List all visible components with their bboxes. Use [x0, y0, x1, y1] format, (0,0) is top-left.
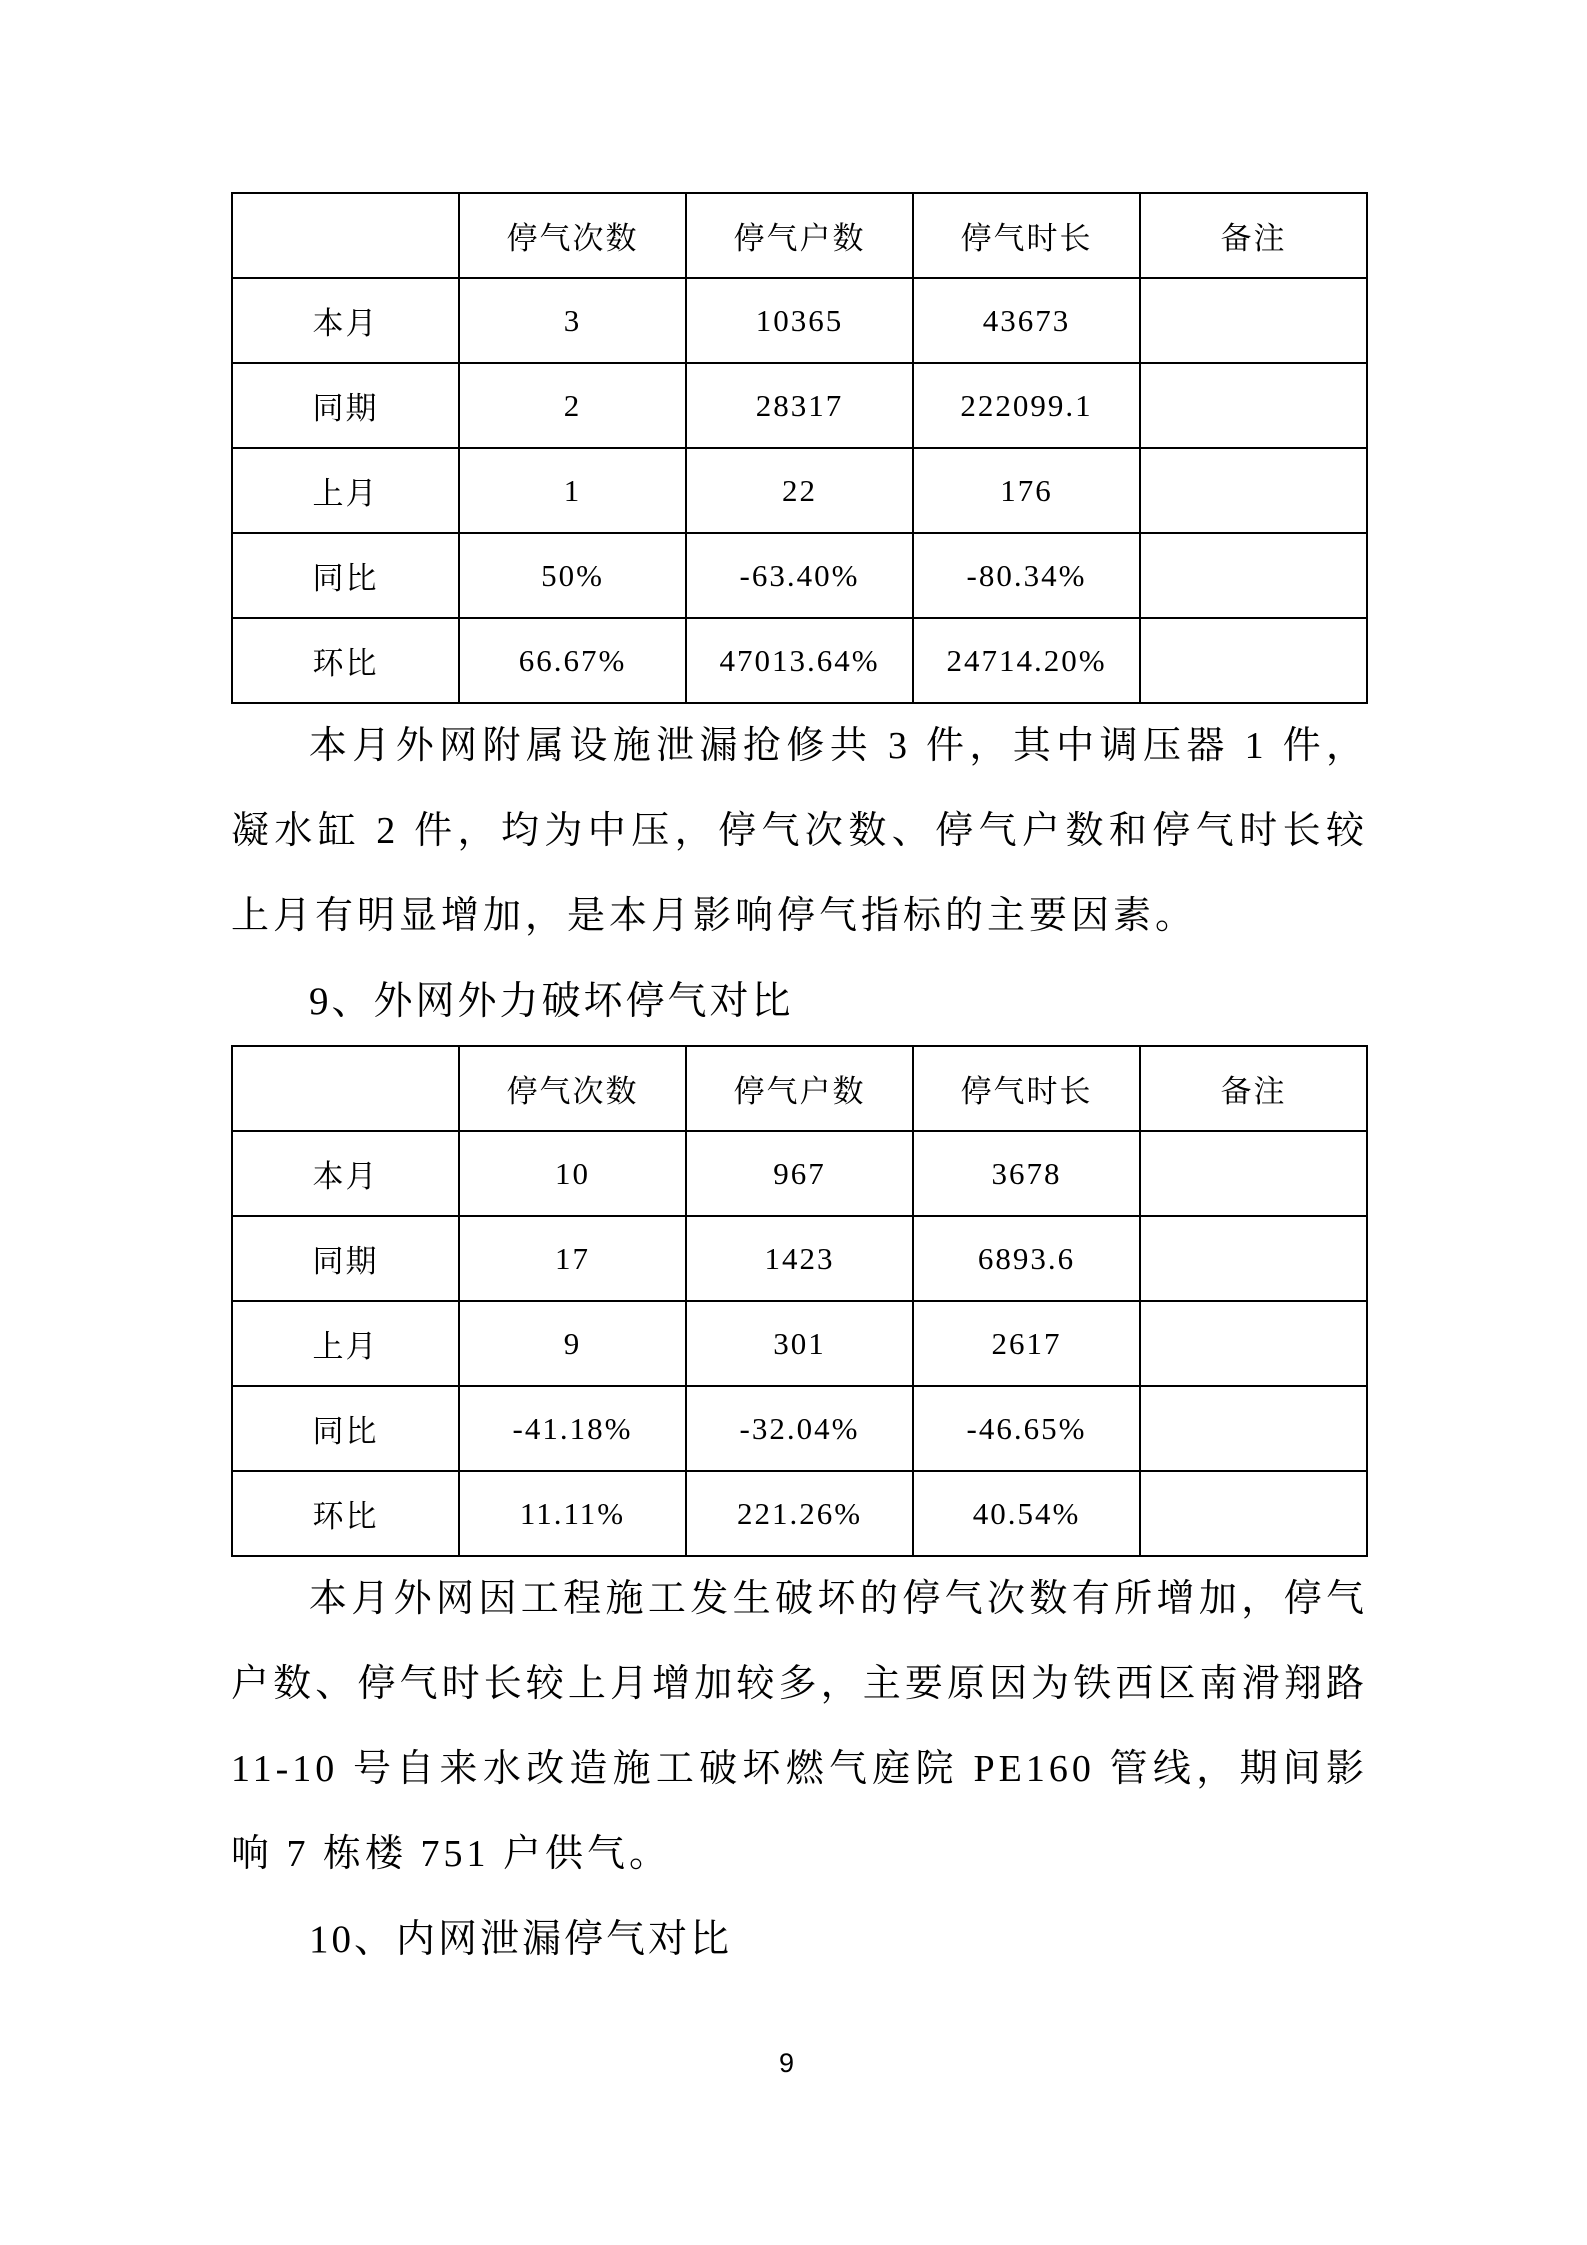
table-row-mom — [232, 618, 1367, 703]
table-cell: 967 — [686, 1131, 913, 1216]
table-row-yoy — [232, 533, 1367, 618]
table-row-yoy — [232, 1386, 1367, 1471]
row-label: 同期 — [232, 363, 459, 448]
row-label: 环比 — [232, 618, 459, 703]
table-cell: 10365 — [686, 278, 913, 363]
table-cell: 50% — [459, 533, 686, 618]
table-cell: 9 — [459, 1301, 686, 1386]
table-row-mom — [232, 1471, 1367, 1556]
table-cell: 22 — [686, 448, 913, 533]
section-heading-9: 9、外网外力破坏停气对比 — [309, 980, 794, 1023]
table-cell — [1140, 1301, 1367, 1386]
table-cell: 17 — [459, 1216, 686, 1301]
table-cell: 6893.6 — [913, 1216, 1140, 1301]
table-row-current-month — [232, 1131, 1367, 1216]
table-cell: 3678 — [913, 1131, 1140, 1216]
table-cell: -41.18% — [459, 1386, 686, 1471]
external-damage-outage-table — [231, 1045, 1368, 1557]
column-header-remarks: 备注 — [1140, 193, 1367, 278]
table-cell — [1140, 278, 1367, 363]
table-cell: -80.34% — [913, 533, 1140, 618]
row-label: 同比 — [232, 1386, 459, 1471]
table-cell: 2 — [459, 363, 686, 448]
table-cell: -46.65% — [913, 1386, 1140, 1471]
table-cell: 301 — [686, 1301, 913, 1386]
attachment-leak-outage-table — [231, 192, 1368, 704]
page-number: 9 — [778, 2048, 795, 2078]
row-label: 环比 — [232, 1471, 459, 1556]
table-cell: 66.67% — [459, 618, 686, 703]
column-header-outage-count: 停气次数 — [459, 193, 686, 278]
table-header-row — [232, 1046, 1367, 1131]
row-label: 上月 — [232, 448, 459, 533]
table-cell: 2617 — [913, 1301, 1140, 1386]
table-cell — [1140, 1386, 1367, 1471]
table-cell: 40.54% — [913, 1471, 1140, 1556]
table-cell: 3 — [459, 278, 686, 363]
table-cell: 11.11% — [459, 1471, 686, 1556]
table-cell: 28317 — [686, 363, 913, 448]
document-content — [231, 192, 1368, 1983]
table-header-row — [232, 193, 1367, 278]
table-row-same-period — [232, 1216, 1367, 1301]
table-cell: 222099.1 — [913, 363, 1140, 448]
column-header-outage-duration: 停气时长 — [913, 193, 1140, 278]
section-heading-10: 10、内网泄漏停气对比 — [309, 1918, 733, 1961]
table-cell — [1140, 1471, 1367, 1556]
column-header-blank — [232, 193, 459, 278]
table-row-current-month — [232, 278, 1367, 363]
row-label: 同期 — [232, 1216, 459, 1301]
table-cell: -32.04% — [686, 1386, 913, 1471]
row-label: 本月 — [232, 1131, 459, 1216]
table-row-last-month — [232, 448, 1367, 533]
column-header-affected-households: 停气户数 — [686, 1046, 913, 1131]
table-row-same-period — [232, 363, 1367, 448]
column-header-outage-duration: 停气时长 — [913, 1046, 1140, 1131]
table-cell: 24714.20% — [913, 618, 1140, 703]
table-cell — [1140, 363, 1367, 448]
table-cell — [1140, 448, 1367, 533]
row-label: 同比 — [232, 533, 459, 618]
column-header-outage-count: 停气次数 — [459, 1046, 686, 1131]
row-label: 上月 — [232, 1301, 459, 1386]
row-label: 本月 — [232, 278, 459, 363]
table-cell: -63.40% — [686, 533, 913, 618]
column-header-remarks: 备注 — [1140, 1046, 1367, 1131]
table-cell: 1423 — [686, 1216, 913, 1301]
table-row-last-month — [232, 1301, 1367, 1386]
table-cell: 10 — [459, 1131, 686, 1216]
table-cell — [1140, 533, 1367, 618]
table-cell: 221.26% — [686, 1471, 913, 1556]
table-cell — [1140, 1131, 1367, 1216]
column-header-affected-households: 停气户数 — [686, 193, 913, 278]
paragraph-external-damage-summary: 本月外网因工程施工发生破坏的停气次数有所增加，停气户数、停气时长较上月增加较多，主要原因为铁西区南滑翔路 11-10 号自来水改造施工破坏燃气庭院 PE160 管线，期间影响 7 栋楼 751 户供气。 — [231, 1578, 1368, 1875]
table-cell — [1140, 618, 1367, 703]
table-cell: 1 — [459, 448, 686, 533]
paragraph-attachment-leak-summary: 本月外网附属设施泄漏抢修共 3 件，其中调压器 1 件，凝水缸 2 件，均为中压，停气次数、停气户数和停气时长较上月有明显增加，是本月影响停气指标的主要因素。 — [231, 725, 1368, 937]
table-cell: 176 — [913, 448, 1140, 533]
table-cell — [1140, 1216, 1367, 1301]
column-header-blank — [232, 1046, 459, 1131]
table-cell: 43673 — [913, 278, 1140, 363]
table-cell: 47013.64% — [686, 618, 913, 703]
